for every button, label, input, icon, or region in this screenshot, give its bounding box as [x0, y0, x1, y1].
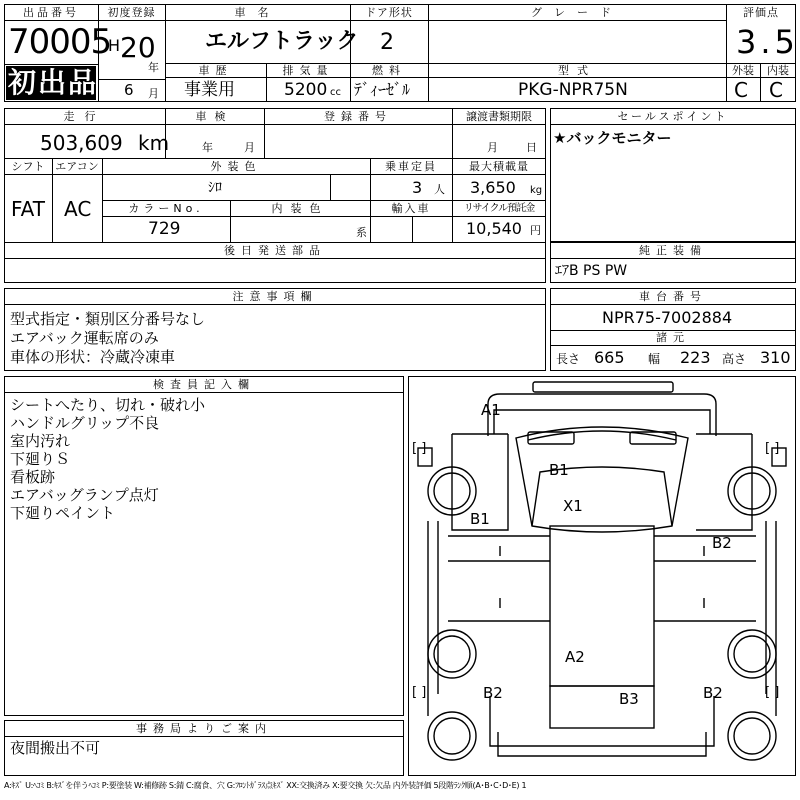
- inspector-line-3: 室内汚れ: [10, 432, 71, 450]
- seats-label: 乗車定員: [385, 160, 437, 173]
- color-no-label: カラーNo.: [128, 202, 204, 215]
- reg-year: 20: [120, 31, 156, 64]
- sales-point-label: セールスポイント: [617, 110, 729, 123]
- length-value: 665: [594, 348, 625, 367]
- bracket-top-left: [ ]: [412, 441, 427, 456]
- inspector-label: 検査員記入欄: [153, 378, 255, 391]
- sales-point-value: ★バックモニター: [553, 129, 672, 147]
- caution-line-2: エアバック運転席のみ: [10, 329, 159, 347]
- reg-month-unit: 月: [148, 87, 159, 100]
- height-label: 高さ: [722, 352, 747, 366]
- damage-mark-b2-right-mid: B2: [712, 534, 732, 552]
- damage-mark-b2-left-low: B2: [483, 684, 503, 702]
- era: H: [108, 36, 121, 55]
- maxload-label: 最大積載量: [469, 160, 529, 173]
- recycle-value: 10,540: [466, 219, 522, 238]
- inspection-year-unit: 年: [202, 141, 213, 154]
- office-label: 事務局よりご案内: [136, 722, 272, 735]
- equipment-label: 純正装備: [639, 244, 707, 257]
- office-value: 夜間搬出不可: [10, 739, 101, 757]
- history-label: 車歴: [198, 64, 233, 77]
- seats-value: 3: [412, 178, 423, 197]
- caution-line-1: 型式指定・類別区分番号なし: [10, 310, 206, 328]
- recycle-unit: 円: [530, 224, 541, 237]
- damage-mark-x1: X1: [563, 497, 583, 515]
- color-value: ｼﾛ: [208, 180, 222, 196]
- door-value: 2: [380, 30, 394, 55]
- bracket-top-right: [ ]: [765, 441, 780, 456]
- exterior-grade-label: 外装: [732, 64, 754, 77]
- caution-line-3: 車体の形状：冷蔵冷凍車: [10, 348, 176, 366]
- score-value: 3.5: [736, 23, 799, 61]
- first-listing-badge-text: 初出品: [8, 66, 99, 99]
- inspector-line-5: 看板跡: [10, 468, 56, 486]
- chassis-value: NPR75-7002884: [602, 308, 733, 327]
- displacement-label: 排気量: [282, 64, 334, 77]
- shift-label: シフト: [11, 160, 45, 173]
- inspection-month-unit: 月: [244, 141, 255, 154]
- reg-year-unit: 年: [148, 61, 159, 74]
- interior-color-unit: 系: [356, 226, 367, 239]
- door-label: ドア形状: [365, 6, 413, 19]
- ac-value: AC: [64, 197, 92, 221]
- reg-month: 6: [124, 81, 134, 99]
- damage-mark-b1-left: B1: [470, 510, 490, 528]
- dims-label: 諸元: [656, 331, 690, 344]
- exterior-grade: C: [734, 78, 748, 102]
- import-label: 輸入車: [391, 202, 431, 215]
- legend-footer: A:ｷｽﾞ U:ﾍｺﾐ B:ｷｽﾞを伴うﾍｺﾐ P:要塗装 W:補修跡 S:錆 C:腐食、穴 G:ﾌﾛﾝﾄｶﾞﾗｽ点ｷｽﾞ XX:交換済み X:要交換 欠:欠品 内外装評価 5段階ﾗﾝｸ順(A･B･C･D･E) 1: [4, 781, 527, 790]
- displacement-unit: cc: [330, 87, 341, 98]
- chassis-label: 車台番号: [639, 290, 707, 303]
- caution-label: 注意事項欄: [232, 290, 318, 303]
- mileage-value: 503,609: [40, 131, 123, 155]
- width-value: 223: [680, 348, 711, 367]
- transfer-day-unit: 日: [526, 141, 537, 154]
- mileage-label: 走行: [63, 110, 106, 123]
- transfer-month-unit: 月: [487, 141, 498, 154]
- model-value: PKG-NPR75N: [518, 80, 628, 100]
- bracket-low-right: [ ]: [765, 685, 780, 700]
- transfer-label: 譲渡書類期限: [466, 110, 532, 123]
- truck-outline-diagram: [408, 376, 796, 776]
- history-value: 事業用: [184, 80, 235, 100]
- inspector-line-1: シートへたり、切れ・破れ小: [10, 396, 206, 414]
- reg-number-label: 登録番号: [324, 110, 392, 123]
- seats-unit: 人: [434, 183, 445, 196]
- damage-mark-b3: B3: [619, 690, 639, 708]
- fuel-value: ﾃﾞｨｰｾﾞﾙ: [354, 80, 411, 99]
- height-value: 310: [760, 348, 791, 367]
- inspection-label: 車検: [195, 110, 234, 123]
- lot-number-label: 出品番号: [23, 6, 79, 19]
- fuel-label: 燃料: [372, 64, 406, 77]
- interior-grade-label: 内装: [767, 64, 789, 77]
- equipment-value: ｴｱB PS PW: [555, 263, 628, 279]
- mileage-unit: km: [138, 131, 170, 155]
- shift-value: FAT: [11, 197, 46, 221]
- damage-mark-a1: A1: [481, 401, 501, 419]
- damage-mark-b2-right-low: B2: [703, 684, 723, 702]
- displacement-value: 5200: [284, 80, 328, 100]
- ac-label: エアコン: [55, 160, 99, 173]
- width-label: 幅: [648, 352, 661, 366]
- first-reg-label: 初度登録: [107, 6, 156, 19]
- inspector-line-7: 下廻りペイント: [10, 504, 116, 522]
- model-label: 型式: [558, 64, 596, 77]
- color-label: 外装色: [210, 160, 262, 173]
- length-label: 長さ: [556, 352, 581, 366]
- car-name: エルフトラック: [205, 29, 359, 54]
- later-parts-label: 後日発送部品: [224, 244, 326, 257]
- damage-mark-b1-top: B1: [549, 461, 569, 479]
- interior-color-label: 内装色: [271, 202, 329, 215]
- maxload-unit: kg: [530, 185, 543, 196]
- car-name-label: 車名: [234, 6, 281, 19]
- recycle-label: リサイクル預託金: [463, 203, 535, 214]
- interior-grade: C: [769, 78, 783, 102]
- maxload-value: 3,650: [470, 178, 516, 197]
- inspector-line-4: 下廻りＳ: [10, 450, 71, 468]
- color-no-value: 729: [148, 219, 181, 239]
- grade-label: グレード: [531, 6, 623, 19]
- damage-mark-a2: A2: [565, 648, 585, 666]
- bracket-low-left: [ ]: [412, 685, 427, 700]
- lot-number: 70005: [8, 22, 112, 62]
- inspector-line-2: ハンドルグリップ不良: [10, 414, 160, 432]
- inspector-line-6: エアバッグランプ点灯: [10, 486, 159, 504]
- score-label: 評価点: [743, 6, 779, 19]
